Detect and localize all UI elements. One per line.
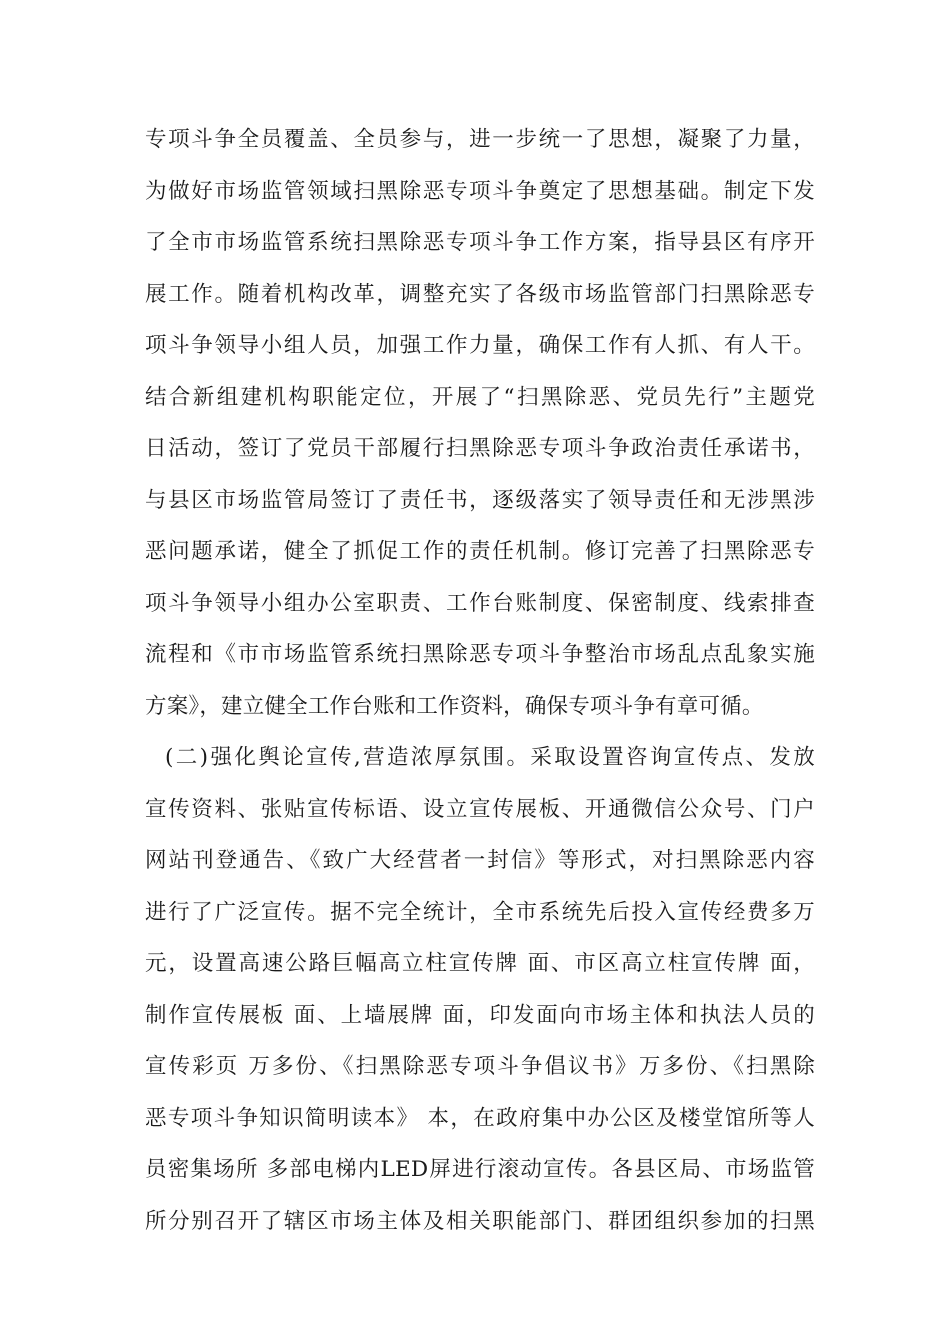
text-line-14: 宣传资料、张贴宣传标语、设立宣传展板、开通微信公众号、门户 bbox=[145, 796, 815, 822]
text-line-12: 方案》，建立健全工作台账和工作资料，确保专项斗争有章可循。 bbox=[145, 693, 764, 719]
text-line-3: 了全市市场监管系统扫黑除恶专项斗争工作方案，指导县区有序开 bbox=[145, 230, 815, 255]
text-line-20: 恶专项斗争知识简明读本》 本，在政府集中办公区及楼堂馆所等人 bbox=[145, 1105, 815, 1131]
text-line-22: 所分别召开了辖区市场主体及相关职能部门、群团组织参加的扫黑 bbox=[145, 1208, 815, 1234]
text-line-2: 为做好市场监管领域扫黑除恶专项斗争奠定了思想基础。制定下发 bbox=[145, 178, 815, 204]
text-line-4: 展工作。随着机构改革，调整充实了各级市场监管部门扫黑除恶专 bbox=[145, 281, 815, 307]
text-line-19: 宣传彩页 万多份、《扫黑除恶专项斗争倡议书》万多份、《扫黑除 bbox=[145, 1054, 815, 1079]
text-line-16: 进行了广泛宣传。据不完全统计，全市系统先后投入宣传经费多万 bbox=[145, 899, 815, 925]
text-line-21: 员密集场所 多部电梯内LED屏进行滚动宣传。各县区局、市场监管 bbox=[145, 1157, 815, 1182]
text-line-6: 结合新组建机构职能定位，开展了“扫黑除恶、党员先行”主题党 bbox=[145, 384, 815, 410]
text-line-18: 制作宣传展板 面、上墙展牌 面，印发面向市场主体和执法人员的 bbox=[145, 1002, 815, 1028]
text-line-15: 网站刊登通告、《致广大经营者一封信》等形式，对扫黑除恶内容 bbox=[145, 848, 815, 873]
text-line-9: 恶问题承诺，健全了抓促工作的责任机制。修订完善了扫黑除恶专 bbox=[145, 539, 815, 564]
text-line-8: 与县区市场监管局签订了责任书，逐级落实了领导责任和无涉黑涉 bbox=[145, 487, 815, 513]
text-line-10: 项斗争领导小组办公室职责、工作台账制度、保密制度、线索排查 bbox=[145, 590, 815, 616]
text-line-11: 流程和《市市场监管系统扫黑除恶专项斗争整治市场乱点乱象实施 bbox=[145, 642, 815, 667]
text-line-5: 项斗争领导小组人员，加强工作力量，确保工作有人抓、有人干。 bbox=[145, 333, 815, 358]
text-line-7: 日活动，签订了党员干部履行扫黑除恶专项斗争政治责任承诺书， bbox=[145, 436, 815, 461]
text-line-1: 专项斗争全员覆盖、全员参与，进一步统一了思想，凝聚了力量， bbox=[145, 127, 815, 152]
section-heading-line: (二)强化舆论宣传,营造浓厚氛围。采取设置咨询宣传点、发放 bbox=[165, 745, 815, 770]
body-text bbox=[145, 125, 815, 1258]
text-line-17: 元，设置高速公路巨幅高立柱宣传牌 面、市区高立柱宣传牌 面， bbox=[145, 951, 815, 976]
